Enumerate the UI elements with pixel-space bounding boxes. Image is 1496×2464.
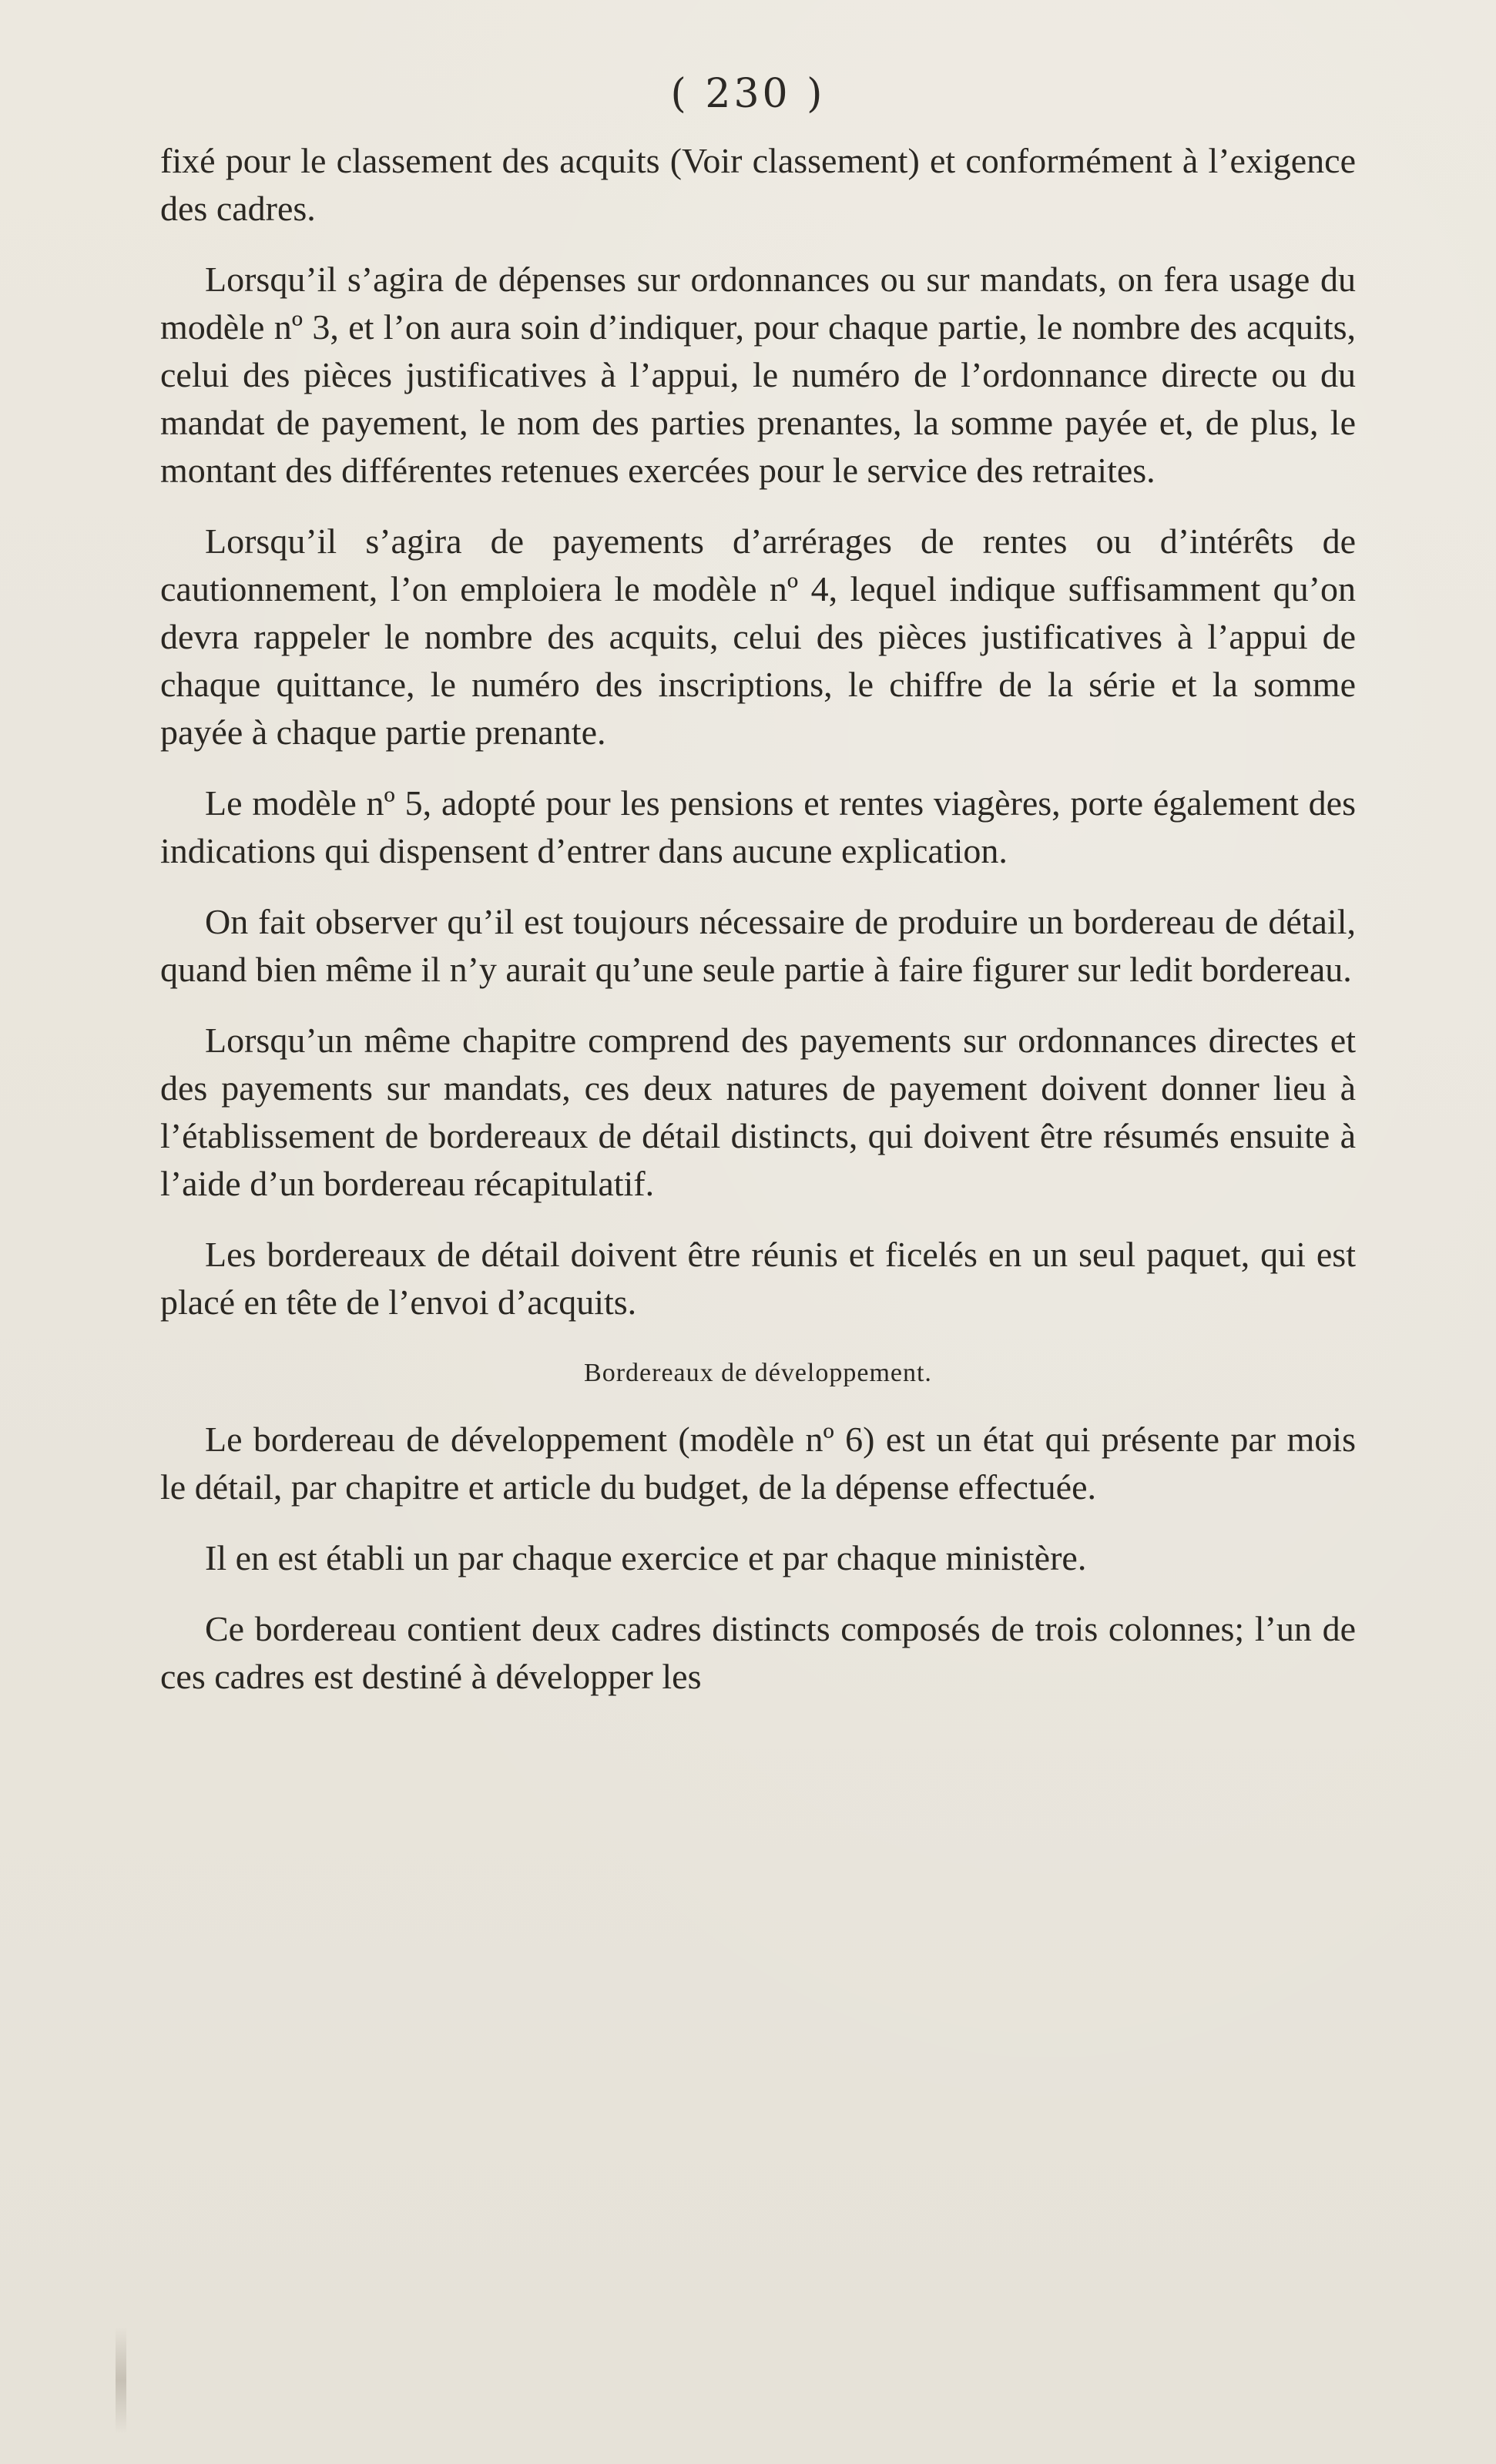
paragraph-bordereau-detail: On fait observer qu’il est toujours nécessaire de produire un bordereau de détail, quand bien même il n’y aurait qu’une seule partie à faire figurer sur ledit bordereau. xyxy=(160,902,1356,989)
paragraph-developpement: Le bordereau de développement (modèle nº 6) est un état qui présente par mois le détail, par chapitre et article du budget, de la dépense effectuée. xyxy=(160,1420,1356,1507)
paragraph-paquet: Les bordereaux de détail doivent être réunis et ficelés en un seul paquet, qui est placé en tête de l’envoi d’acquits. xyxy=(160,1235,1356,1322)
paragraph-cadres: Ce bordereau contient deux cadres distincts composés de trois colonnes; l’un de ces cadres est destiné à développer les xyxy=(160,1609,1356,1696)
section-heading: Bordereaux de développement. xyxy=(584,1359,932,1387)
paragraph-ordonnances: Lorsqu’il s’agira de dépenses sur ordonnances ou sur mandats, on fera usage du modèle nº 3, et l’on aura soin d’indiquer, pour chaque partie, le nombre des acquits, celui des pièces justificatives à l’appui, le numéro de l’ordonnance directe ou du mandat de payement, le nom des parties prenantes, la somme payée et, de plus, le montant des différentes retenues exercées pour le service des retraites. xyxy=(160,260,1356,490)
page-edge-shadow xyxy=(116,2326,126,2434)
paragraph-arrerages: Lorsqu’il s’agira de payements d’arrérages de rentes ou d’intérêts de cautionnement, l’on emploiera le modèle nº 4, lequel indique suffisamment qu’on devra rappeler le nombre des acquits, celui des pièces justificatives à l’appui de chaque quittance, le numéro des inscriptions, le chiffre de la série et la somme payée à chaque partie prenante. xyxy=(160,521,1356,752)
paragraph-continuation: fixé pour le classement des acquits (Voir classement) et conformément à l’exigence des cadres. xyxy=(160,141,1356,228)
page-number: ( 230 ) xyxy=(670,71,826,117)
paragraph-chapitre: Lorsqu’un même chapitre comprend des payements sur ordonnances directes et des payements sur mandats, ces deux natures de payement doivent donner lieu à l’établissement de bordereaux de détail distincts, qui doivent être résumés ensuite à l’aide d’un bordereau récapitulatif. xyxy=(160,1021,1356,1203)
paragraph-exercice: Il en est établi un par chaque exercice et par chaque ministère. xyxy=(205,1538,1087,1577)
paragraph-pensions: Le modèle nº 5, adopté pour les pensions et rentes viagères, porte également des indications qui dispensent d’entrer dans aucune explication. xyxy=(160,783,1356,870)
page-body xyxy=(160,137,1356,1724)
